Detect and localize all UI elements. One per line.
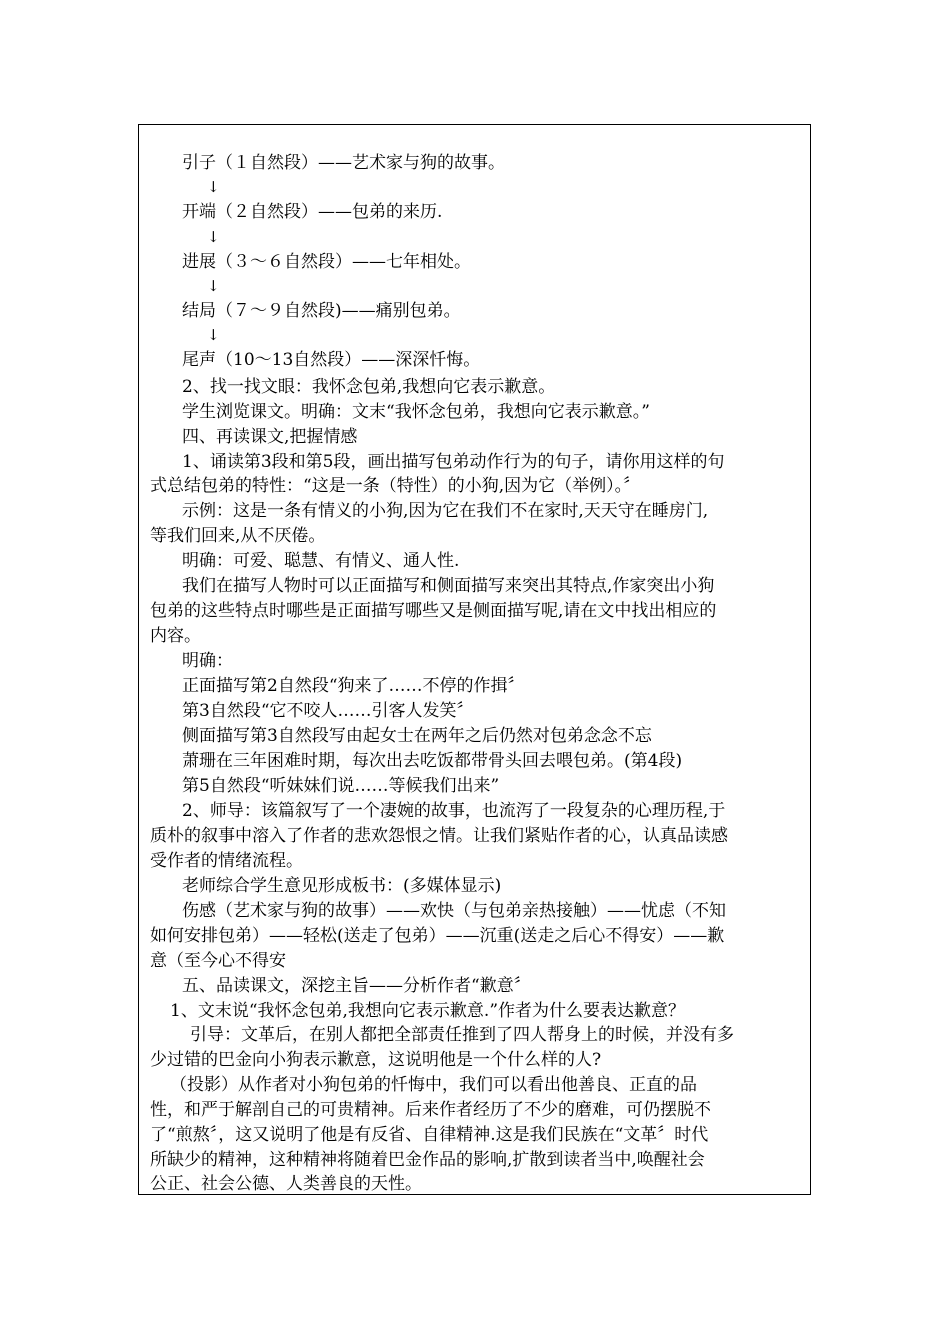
text-line: 受作者的情绪流程。: [150, 851, 303, 871]
outline-item-intro: 引子（１自然段）——艺术家与狗的故事。: [182, 153, 505, 173]
text-line: 正面描写第2自然段“狗来了……不停的作揖〞: [182, 676, 525, 696]
outline-item-beginning: 开端（２自然段）——包弟的来历.: [182, 202, 443, 222]
text-line: 2、师导：该篇叙写了一个凄婉的故事，也流泻了一段复杂的心理历程,于: [182, 801, 726, 821]
section-heading: 四、再读课文,把握情感: [182, 427, 358, 447]
text-line: 老师综合学生意见形成板书：(多媒体显示): [182, 876, 502, 896]
text-line: 明确：: [182, 651, 233, 671]
text-line: 少过错的巴金向小狗表示歉意，这说明他是一个什么样的人?: [150, 1050, 602, 1070]
text-line: 明确：可爱、聪慧、有情义、通人性.: [182, 551, 460, 571]
text-line: 性，和严于解剖自己的可贵精神。后来作者经历了不少的磨难，可仍摆脱不: [150, 1100, 711, 1120]
text-line: 萧珊在三年困难时期，每次出去吃饭都带骨头回去喂包弟。(第4段): [182, 751, 683, 771]
down-arrow-icon: ↓: [207, 326, 220, 344]
text-line: 2、找一找文眼：我怀念包弟,我想向它表示歉意。: [182, 377, 556, 397]
outline-item-development: 进展（３～６自然段）——七年相处。: [182, 252, 471, 272]
down-arrow-icon: ↓: [207, 228, 220, 246]
text-line: 引导：文革后，在别人都把全部责任推到了四人帮身上的时候，并没有多: [190, 1025, 734, 1045]
down-arrow-icon: ↓: [207, 178, 220, 196]
text-line: 等我们回来,从不厌倦。: [150, 526, 326, 546]
text-line: 包弟的这些特点时哪些是正面描写哪些又是侧面描写呢,请在文中找出相应的: [150, 601, 717, 621]
down-arrow-icon: ↓: [207, 277, 220, 295]
text-line: 1、诵读第3段和第5段，画出描写包弟动作行为的句子，请你用这样的句: [182, 452, 725, 472]
text-line: 第5自然段“听妹妹们说……等候我们出来”: [182, 776, 500, 796]
text-line: 公正、社会公德、人类善良的天性。: [150, 1174, 422, 1194]
text-line: 意（至今心不得安: [150, 951, 286, 971]
text-line: 我们在描写人物时可以正面描写和侧面描写来突出其特点,作家突出小狗: [182, 576, 715, 596]
text-line: 1、文末说“我怀念包弟,我想向它表示歉意.”作者为什么要表达歉意？: [170, 1001, 686, 1021]
outline-item-ending: 结局（７～９自然段)——痛别包弟。: [182, 301, 461, 321]
text-line: 学生浏览课文。明确：文末“我怀念包弟，我想向它表示歉意。”: [182, 402, 650, 422]
text-line: 式总结包弟的特性：“这是一条（特性）的小狗,因为它（举例）。〞: [150, 476, 641, 496]
text-line: 示例：这是一条有情义的小狗,因为它在我们不在家时,天天守在睡房门,: [182, 501, 709, 521]
text-line: 质朴的叙事中溶入了作者的悲欢怨恨之情。让我们紧贴作者的心，认真品读感: [150, 826, 728, 846]
text-line: 侧面描写第3自然段写由起女士在两年之后仍然对包弟念念不忘: [182, 726, 652, 746]
text-line: 内容。: [150, 626, 201, 646]
outline-item-epilogue: 尾声（10～13自然段）——深深忏悔。: [182, 350, 481, 370]
text-line: 所缺少的精神，这种精神将随着巴金作品的影响,扩散到读者当中,唤醒社会: [150, 1150, 705, 1170]
text-line: 如何安排包弟）——轻松(送走了包弟）——沉重(送走之后心不得安）——歉: [150, 926, 725, 946]
text-line: 第3自然段“它不咬人……引客人发笑〞: [182, 701, 474, 721]
text-line: 伤感（艺术家与狗的故事）——欢快（与包弟亲热接触）——忧虑（不知: [182, 901, 726, 921]
text-line: （投影）从作者对小狗包弟的忏悔中，我们可以看出他善良、正直的品: [170, 1075, 697, 1095]
text-line: 了“煎熬〞，这又说明了他是有反省、自律精神.这是我们民族在“文革〞时代: [150, 1125, 709, 1145]
section-heading: 五、品读课文，深挖主旨——分析作者“歉意〞: [182, 976, 531, 996]
